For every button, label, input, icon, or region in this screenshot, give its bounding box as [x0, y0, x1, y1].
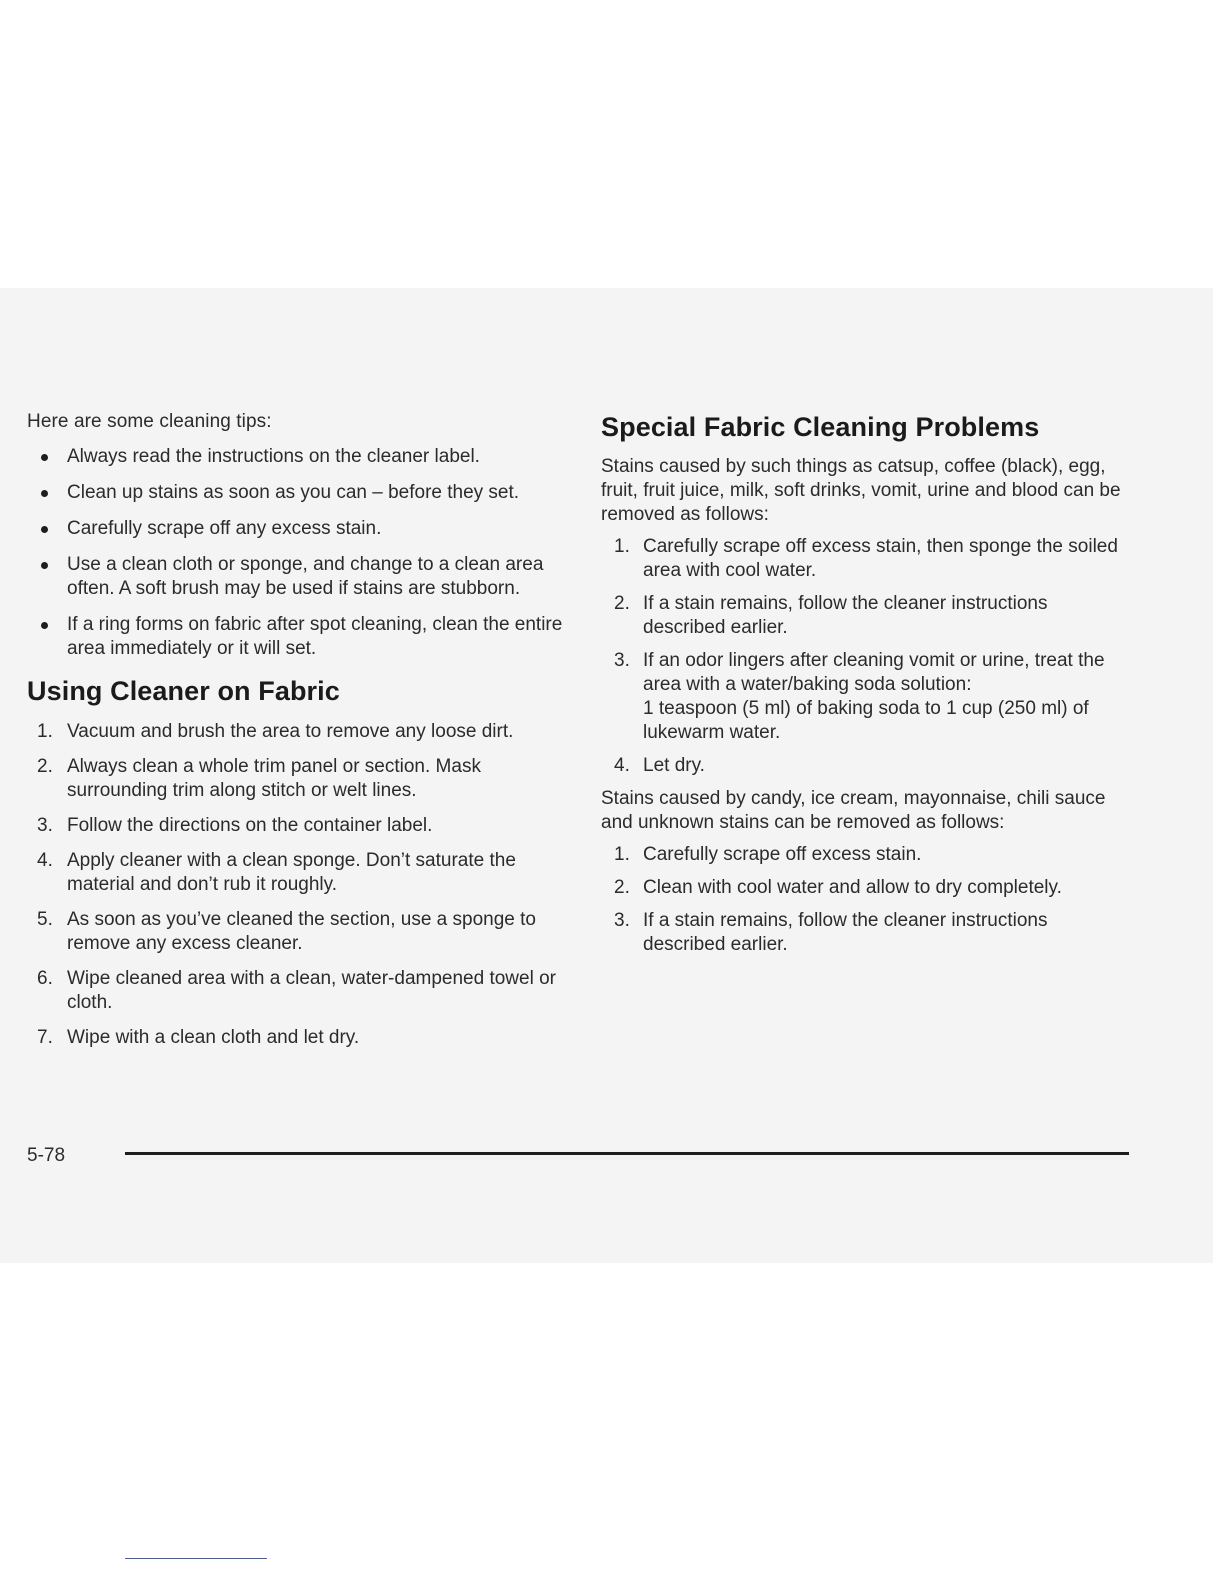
footer-divider	[125, 1152, 1129, 1155]
list-item	[27, 849, 567, 897]
tip-text: If a ring forms on fabric after spot cleaning, clean the entire area immediately or it will set.	[67, 614, 563, 659]
bullet-icon	[41, 490, 48, 497]
section-heading-using-cleaner: Using Cleaner on Fabric	[27, 676, 340, 706]
list-item	[27, 814, 567, 838]
list-item	[601, 592, 1131, 640]
cleaning-tips-intro: Here are some cleaning tips:	[27, 411, 272, 432]
tip-text: Use a clean cloth or sponge, and change to a clean area often. A soft brush may be used if stains are stubborn.	[67, 554, 544, 599]
list-item	[601, 843, 1131, 867]
bullet-icon	[41, 526, 48, 533]
list-item	[601, 535, 1131, 583]
step-text: Carefully scrape off excess stain, then sponge the soiled area with cool water.	[643, 536, 1118, 581]
list-item	[601, 909, 1131, 957]
step-number: 4.	[614, 755, 630, 776]
step-text: As soon as you’ve cleaned the section, use a sponge to remove any excess cleaner.	[67, 909, 536, 954]
step-number: 2.	[614, 593, 630, 614]
step-number: 3.	[614, 650, 630, 671]
special-steps-1	[601, 535, 1131, 778]
list-item	[27, 553, 567, 601]
bullet-icon	[41, 562, 48, 569]
left-column	[27, 410, 567, 1061]
cleaning-tips-list	[27, 445, 567, 661]
step-text: Always clean a whole trim panel or section. Mask surrounding trim along stitch or welt lines.	[67, 756, 481, 801]
list-item	[27, 613, 567, 661]
step-number: 2.	[37, 756, 53, 777]
using-cleaner-steps	[27, 720, 567, 1050]
step-text: Carefully scrape off excess stain.	[643, 844, 922, 865]
list-item	[27, 445, 567, 469]
bottom-divider	[125, 1558, 267, 1559]
list-item	[27, 908, 567, 956]
step-text: If an odor lingers after cleaning vomit or urine, treat the area with a water/baking soda solution:	[643, 650, 1105, 695]
step-text: Let dry.	[643, 755, 705, 776]
step-number: 1.	[614, 536, 630, 557]
tip-text: Carefully scrape off any excess stain.	[67, 518, 382, 539]
stains-intro-1: Stains caused by such things as catsup, coffee (black), egg, fruit, fruit juice, milk, soft drinks, vomit, urine and blood can be removed as follows:	[601, 456, 1121, 525]
special-steps-2	[601, 843, 1131, 957]
bullet-icon	[41, 454, 48, 461]
section-heading-special-fabric: Special Fabric Cleaning Problems	[601, 412, 1040, 442]
step-text: Wipe with a clean cloth and let dry.	[67, 1027, 360, 1048]
step-number: 2.	[614, 877, 630, 898]
step-text: Clean with cool water and allow to dry completely.	[643, 877, 1062, 898]
step-solution-text: 1 teaspoon (5 ml) of baking soda to 1 cup (250 ml) of lukewarm water.	[643, 698, 1089, 743]
tip-text: Clean up stains as soon as you can – before they set.	[67, 482, 520, 503]
step-text: Follow the directions on the container label.	[67, 815, 433, 836]
stains-intro-2: Stains caused by candy, ice cream, mayonnaise, chili sauce and unknown stains can be removed as follows:	[601, 788, 1106, 833]
right-column	[601, 411, 1131, 966]
list-item	[27, 755, 567, 803]
list-item	[27, 720, 567, 744]
step-text: Wipe cleaned area with a clean, water-dampened towel or cloth.	[67, 968, 556, 1013]
step-number: 6.	[37, 968, 53, 989]
step-text: Vacuum and brush the area to remove any loose dirt.	[67, 721, 514, 742]
step-number: 3.	[37, 815, 53, 836]
list-item	[601, 754, 1131, 778]
step-number: 1.	[37, 721, 53, 742]
list-item	[601, 649, 1131, 745]
step-number: 7.	[37, 1027, 53, 1048]
step-number: 1.	[614, 844, 630, 865]
list-item	[27, 1026, 567, 1050]
list-item	[27, 967, 567, 1015]
step-text: If a stain remains, follow the cleaner instructions described earlier.	[643, 593, 1048, 638]
bullet-icon	[41, 622, 48, 629]
list-item	[27, 481, 567, 505]
tip-text: Always read the instructions on the cleaner label.	[67, 446, 480, 467]
page-number: 5-78	[27, 1145, 66, 1166]
list-item	[27, 517, 567, 541]
step-number: 4.	[37, 850, 53, 871]
step-text: If a stain remains, follow the cleaner instructions described earlier.	[643, 910, 1048, 955]
step-number: 3.	[614, 910, 630, 931]
step-number: 5.	[37, 909, 53, 930]
step-text: Apply cleaner with a clean sponge. Don’t saturate the material and don’t rub it roughly.	[67, 850, 516, 895]
list-item	[601, 876, 1131, 900]
